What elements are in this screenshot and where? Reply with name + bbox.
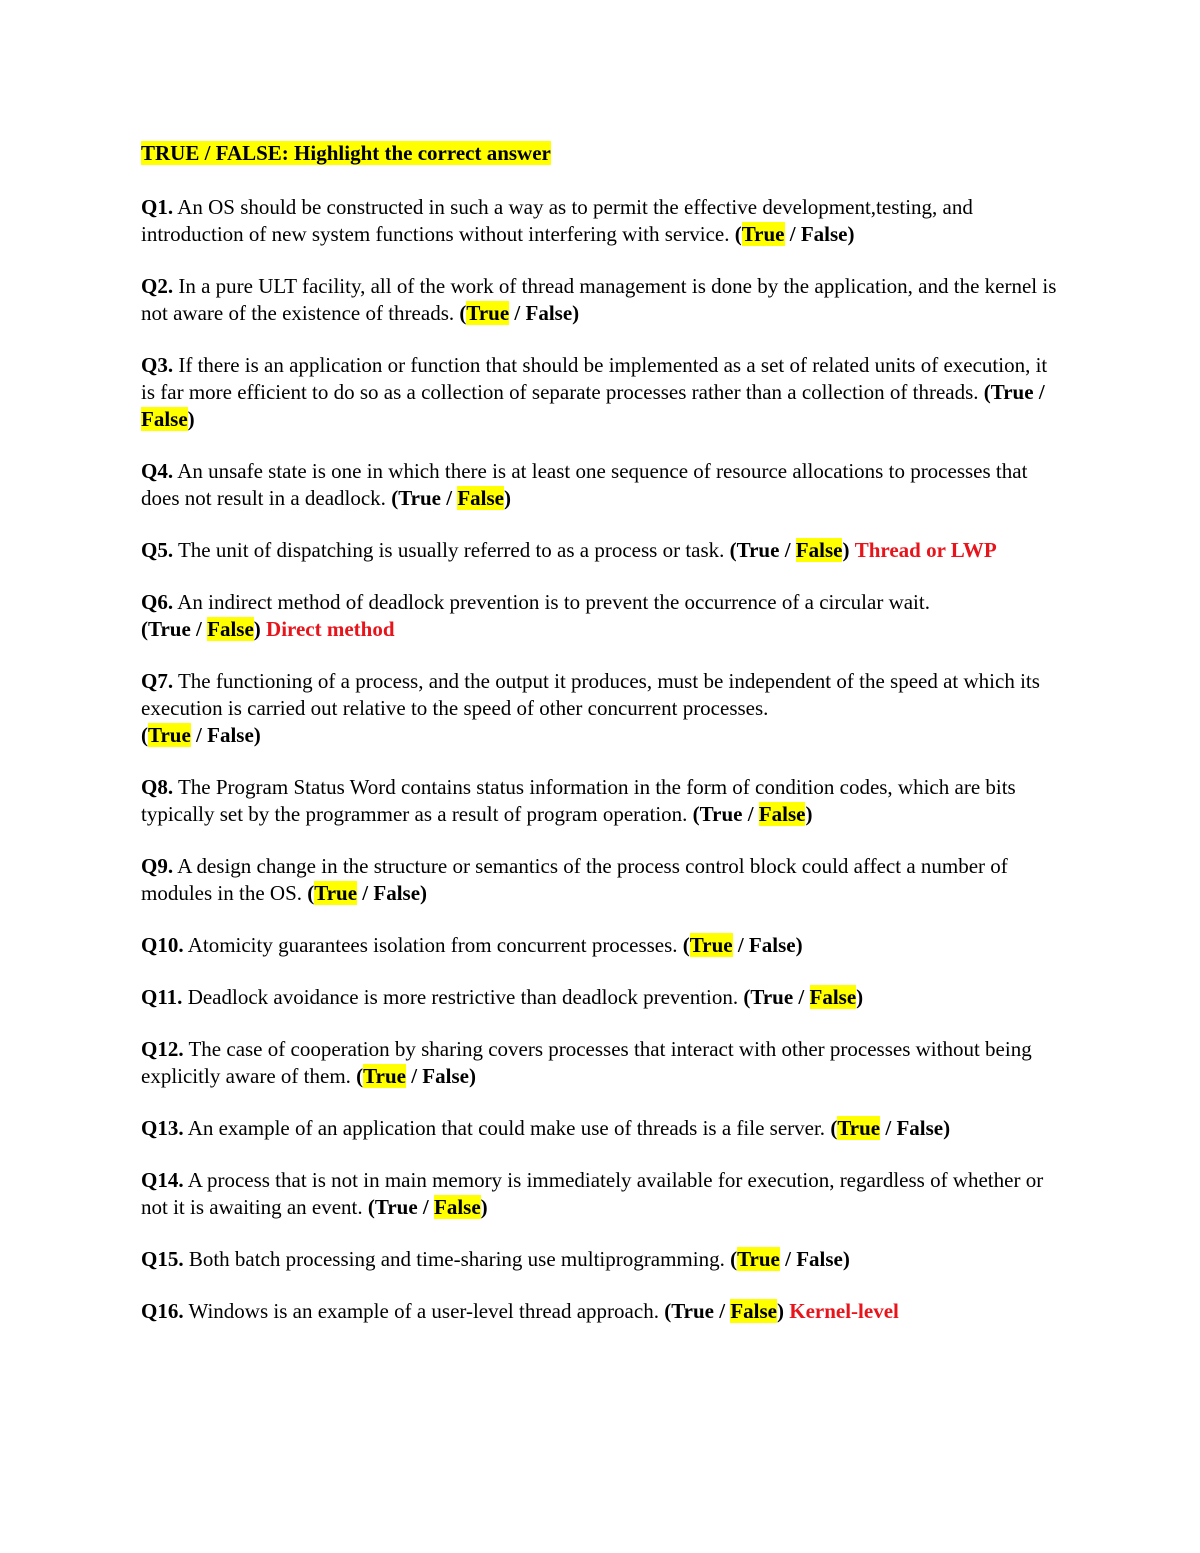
answer-false-option: False [422, 1064, 469, 1088]
answer-open-paren: ( [830, 1116, 838, 1140]
question-text: An OS should be constructed in such a way as to permit the effective development,testing, and introduction of new system functions without interfering with service. [141, 195, 973, 246]
answer-options [368, 1195, 488, 1219]
answer-separator: / [793, 985, 810, 1009]
question-number: Q16. [141, 1299, 184, 1323]
answer-close-paren: ) [253, 723, 261, 747]
answer-open-paren: ( [391, 486, 399, 510]
answer-options [735, 222, 855, 246]
question-text: The case of cooperation by sharing covers processes that interact with other processes without being explicitly aware of them. [141, 1037, 1032, 1088]
answer-false-option: False [434, 1195, 481, 1219]
question-item [141, 1036, 1066, 1090]
question-item [141, 1115, 1066, 1142]
answer-options [693, 802, 813, 826]
question-number: Q6. [141, 590, 174, 614]
answer-false-option: False [730, 1299, 777, 1323]
question-text: An unsafe state is one in which there is at least one sequence of resource allocations to processes that does not result in a deadlock. [141, 459, 1028, 510]
answer-separator: / [190, 723, 208, 747]
answer-true-option: True [750, 985, 794, 1009]
question-number: Q4. [141, 459, 174, 483]
question-number: Q11. [141, 985, 183, 1009]
question-number: Q13. [141, 1116, 184, 1140]
question-list [141, 194, 1066, 1325]
answer-options [141, 617, 261, 641]
answer-close-paren: ) [856, 985, 864, 1009]
question-number: Q2. [141, 274, 174, 298]
answer-separator: / [509, 301, 526, 325]
question-text: A design change in the structure or semantics of the process control block could affect a number of modules in the OS. [141, 854, 1008, 905]
question-number: Q7. [141, 669, 174, 693]
answer-true-option: True [398, 486, 441, 510]
question-number: Q3. [141, 353, 174, 377]
answer-close-paren: ) [503, 486, 511, 510]
answer-true-option: True [363, 1064, 406, 1088]
answer-false-option: False [795, 538, 843, 562]
answer-false-option: False [748, 933, 796, 957]
question-number: Q1. [141, 195, 174, 219]
question-item [141, 589, 1066, 643]
answer-open-paren: ( [141, 723, 148, 747]
answer-separator: / [742, 802, 759, 826]
answer-false-option: False [800, 222, 848, 246]
answer-options [683, 933, 803, 957]
answer-separator: / [732, 933, 749, 957]
question-item [141, 1246, 1066, 1273]
answer-separator: / [440, 486, 458, 510]
answer-true-option: True [689, 933, 733, 957]
answer-false-option: False [457, 486, 504, 510]
answer-true-option: True [699, 802, 743, 826]
question-text: In a pure ULT facility, all of the work of thread management is done by the application, and the kernel is not aware of the existence of threads. [141, 274, 1057, 325]
answer-close-paren: ) [943, 1116, 951, 1140]
question-number: Q12. [141, 1037, 184, 1061]
answer-options [743, 985, 863, 1009]
answer-false-option: False [525, 301, 573, 325]
answer-false-option: False [207, 617, 254, 641]
answer-false-option: False [896, 1116, 944, 1140]
question-item [141, 273, 1066, 327]
question-item [141, 537, 1066, 564]
answer-close-paren: ) [842, 538, 850, 562]
question-item [141, 458, 1066, 512]
question-text: An example of an application that could make use of threads is a file server. [187, 1116, 826, 1140]
answer-separator: / [784, 222, 801, 246]
question-number: Q14. [141, 1168, 184, 1192]
answer-false-option: False [373, 881, 421, 905]
answer-separator: / [880, 1116, 897, 1140]
question-text: The unit of dispatching is usually referred to as a process or task. [177, 538, 725, 562]
answer-options [730, 1247, 850, 1271]
answer-true-option: True [466, 301, 510, 325]
answer-separator: / [405, 1064, 423, 1088]
answer-close-paren: ) [480, 1195, 488, 1219]
answer-close-paren: ) [420, 881, 428, 905]
answer-false-option: False [809, 985, 857, 1009]
answer-false-option: False [207, 723, 254, 747]
answer-open-paren: ( [692, 802, 700, 826]
question-text: The functioning of a process, and the output it produces, must be independent of the speed at which its execution is carried out relative to the speed of other concurrent processes. [141, 669, 1040, 720]
answer-open-paren: ( [743, 985, 751, 1009]
question-number: Q15. [141, 1247, 184, 1271]
answer-separator: / [357, 881, 374, 905]
answer-options [391, 486, 511, 510]
answer-close-paren: ) [572, 301, 580, 325]
answer-close-paren: ) [805, 802, 813, 826]
question-item [141, 1167, 1066, 1221]
question-number: Q8. [141, 775, 174, 799]
answer-options [664, 1299, 784, 1323]
question-number: Q9. [141, 854, 174, 878]
answer-options [356, 1064, 476, 1088]
answer-close-paren: ) [187, 407, 195, 431]
answer-options [307, 881, 427, 905]
question-item [141, 1298, 1066, 1325]
instructions-heading-text: TRUE / FALSE: Highlight the correct answer [141, 141, 551, 165]
question-text: The Program Status Word contains status information in the form of condition codes, which are bits typically set by the programmer as a result of program operation. [141, 775, 1016, 826]
answer-open-paren: ( [356, 1064, 364, 1088]
question-item [141, 984, 1066, 1011]
answer-open-paren: ( [664, 1299, 672, 1323]
answer-separator: / [713, 1299, 731, 1323]
answer-open-paren: ( [307, 881, 315, 905]
answer-close-paren: ) [795, 933, 803, 957]
answer-open-paren: ( [983, 380, 991, 404]
answer-true-option: True [374, 1195, 418, 1219]
question-item [141, 853, 1066, 907]
answer-true-option: True [148, 723, 191, 747]
question-text: A process that is not in main memory is immediately available for execution, regardless of whether or not it is awaiting an event. [141, 1168, 1044, 1219]
question-text: Both batch processing and time-sharing use multiprogramming. [188, 1247, 725, 1271]
answer-true-option: True [990, 380, 1034, 404]
answer-open-paren: ( [682, 933, 690, 957]
answer-separator: / [779, 538, 796, 562]
answer-options [141, 723, 261, 747]
answer-true-option: True [741, 222, 785, 246]
answer-true-option: True [837, 1116, 881, 1140]
answer-true-option: True [736, 538, 780, 562]
answer-false-option: False [141, 407, 188, 431]
question-text: Windows is an example of a user-level thread approach. [188, 1299, 659, 1323]
question-item [141, 932, 1066, 959]
answer-close-paren: ) [776, 1299, 784, 1323]
answer-close-paren: ) [253, 617, 261, 641]
question-item [141, 352, 1066, 433]
answer-separator: / [1033, 380, 1045, 404]
question-text: Atomicity guarantees isolation from concurrent processes. [187, 933, 678, 957]
answer-true-option: True [671, 1299, 714, 1323]
answer-open-paren: ( [729, 538, 737, 562]
answer-close-paren: ) [847, 222, 855, 246]
document-page [141, 140, 1066, 1350]
question-item [141, 194, 1066, 248]
answer-open-paren: ( [730, 1247, 738, 1271]
correction-note: Thread or LWP [854, 538, 997, 562]
correction-note: Direct method [266, 617, 395, 641]
answer-open-paren: ( [367, 1195, 375, 1219]
answer-true-option: True [314, 881, 358, 905]
answer-false-option: False [758, 802, 806, 826]
question-item [141, 774, 1066, 828]
answer-close-paren: ) [842, 1247, 850, 1271]
question-number: Q5. [141, 538, 174, 562]
question-text: If there is an application or function that should be implemented as a set of related units of execution, it is far more efficient to do so as a collection of separate processes rather than a collection of threads. [141, 353, 1048, 404]
question-text: An indirect method of deadlock prevention is to prevent the occurrence of a circular wait. [177, 590, 930, 614]
answer-options [830, 1116, 950, 1140]
answer-separator: / [417, 1195, 434, 1219]
answer-true-option: True [148, 617, 191, 641]
answer-separator: / [190, 617, 208, 641]
answer-open-paren: ( [141, 617, 148, 641]
answer-open-paren: ( [459, 301, 467, 325]
answer-options [459, 301, 579, 325]
question-number: Q10. [141, 933, 184, 957]
answer-close-paren: ) [468, 1064, 476, 1088]
answer-separator: / [779, 1247, 797, 1271]
instructions-heading [141, 140, 1066, 167]
question-item [141, 668, 1066, 749]
answer-true-option: True [737, 1247, 780, 1271]
correction-note: Kernel-level [789, 1299, 899, 1323]
answer-options [730, 538, 850, 562]
answer-open-paren: ( [734, 222, 742, 246]
answer-false-option: False [796, 1247, 843, 1271]
question-text: Deadlock avoidance is more restrictive than deadlock prevention. [187, 985, 739, 1009]
